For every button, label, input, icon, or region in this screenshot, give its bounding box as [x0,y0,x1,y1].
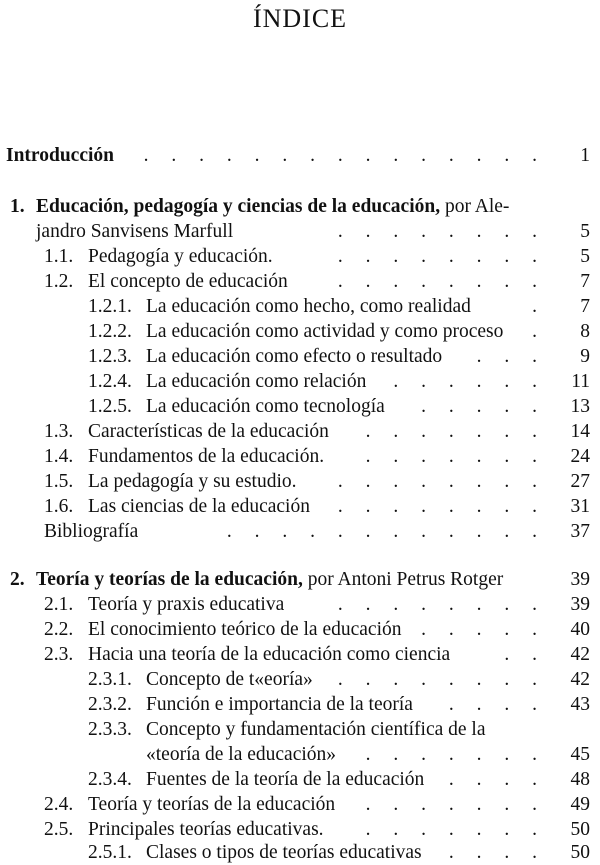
chapter-author: por Antoni Petrus Rotger [307,569,504,590]
entry-label: El conocimiento teórico de la educación [88,619,402,640]
entry-number: 1.2.3. [88,346,132,367]
chapter-title: Educación, pedagogía y ciencias de la educación, [36,196,441,217]
toc-entry-1-2-5[interactable] [6,394,590,419]
page-number: 42 [570,669,590,690]
toc-entry-2-3-3-cont[interactable] [6,742,590,767]
dot-leader: . . . . . [421,396,546,417]
entry-number: 1.1. [44,246,74,267]
entry-number: 1.2.5. [88,396,132,417]
dot-leader: . . . [476,346,546,367]
entry-label: Las ciencias de la educación [88,496,310,517]
toc-chapter-1-cont[interactable] [6,219,590,244]
page-number: 37 [570,521,590,542]
page-number: 5 [580,246,590,267]
toc-entry-1-3[interactable] [6,419,590,444]
page-number: 8 [580,321,590,342]
entry-label: El concepto de educación [88,271,288,292]
toc-entry-2-1[interactable] [6,592,590,617]
dot-leader: . . . . . . . [365,794,546,815]
page-number: 39 [570,569,590,590]
entry-number: 2.3.1. [88,669,132,690]
dot-leader: . . . . . . . . [337,594,546,615]
dot-leader: . . . . . . . . [337,669,546,690]
dot-leader: . . . . . . . . . . . . [226,521,546,542]
toc-entry-1-2-3[interactable] [6,344,590,369]
dot-leader: . . . . . . . [365,421,546,442]
entry-label: La educación como hecho, como realidad [146,296,471,317]
entry-label: Teoría y teorías de la educación [88,794,336,815]
page-number: 43 [570,694,590,715]
entry-label: Fuentes de la teoría de la educación [146,769,425,790]
dot-leader: . . . . . . . . . . . . . . . [143,145,546,166]
entry-label: Concepto y fundamentación científica de la [146,719,486,740]
page-number: 5 [580,221,590,242]
toc-entry-1-2[interactable] [6,269,590,294]
page-number: 42 [570,644,590,665]
entry-label: Concepto de t«eoría» [146,669,313,690]
chapter-number: 1. [10,196,25,217]
toc-entry-1-2-1[interactable] [6,294,590,319]
dot-leader: . . . . [448,769,546,790]
entry-label: La pedagogía y su estudio. [88,471,297,492]
entry-number: 1.4. [44,446,74,467]
entry-label: Pedagogía y educación. [88,246,273,267]
entry-label: Clases o tipos de teorías educativas [146,842,422,863]
dot-leader: . [532,296,546,317]
toc-entry-2-3-2[interactable] [6,692,590,717]
toc-entry-2-3-4[interactable] [6,767,590,792]
entry-number: 2.3.4. [88,769,132,790]
page-number: 50 [570,842,590,863]
page-number: 9 [580,346,590,367]
entry-number: 1.2.4. [88,371,132,392]
entry-label: Principales teorías educativas. [88,819,324,840]
toc-entry-1-4[interactable] [6,444,590,469]
entry-number: 2.5. [44,819,74,840]
entry-number: 1.5. [44,471,74,492]
dot-leader: . . [504,644,546,665]
dot-leader: . . . . . . . . [337,246,546,267]
page-number: 27 [570,471,590,492]
dot-leader: . . . . . [421,619,546,640]
entry-label: Función e importancia de la teoría [146,694,413,715]
entry-number: 2.3.2. [88,694,132,715]
chapter-number: 2. [10,569,25,590]
toc-entry-2-3-3[interactable] [6,717,590,742]
toc-entry-label: Introducción [6,145,114,166]
page-number: 1 [580,145,590,166]
entry-label: Fundamentos de la educación. [88,446,325,467]
dot-leader: . [532,321,546,342]
toc-entry-2-2[interactable] [6,617,590,642]
toc-entry-1-2-4[interactable] [6,369,590,394]
page-number: 48 [570,769,590,790]
toc-entry-1-1[interactable] [6,244,590,269]
dot-leader: . . . . . . . . [337,271,546,292]
dot-leader: . . . . . . . [365,744,546,765]
toc-entry-2-3[interactable] [6,642,590,667]
page-number: 31 [570,496,590,517]
toc-chapter-1[interactable] [6,194,590,219]
toc-entry-2-5-1[interactable] [6,840,590,865]
entry-label: La educación como tecnología [146,396,385,417]
toc-entry-2-5[interactable] [6,817,590,842]
entry-label: La educación como relación [146,371,367,392]
dot-leader: . . . . [448,694,546,715]
dot-leader: . . . . . . . . [337,496,546,517]
page-number: 40 [570,619,590,640]
entry-number: 2.3. [44,644,74,665]
entry-number: 2.3.3. [88,719,132,740]
chapter-author-cont: jandro Sanvisens Marfull [36,221,234,242]
dot-leader: . . . . . . . [365,446,546,467]
toc-chapter-2[interactable] [6,567,590,592]
entry-label: Características de la educación [88,421,329,442]
page-number: 14 [570,421,590,442]
page-number: 24 [570,446,590,467]
toc-entry-1-6[interactable] [6,494,590,519]
toc-entry-introduccion[interactable] [6,143,590,168]
page-number: 49 [570,794,590,815]
page-number: 11 [571,371,590,392]
entry-label: Teoría y praxis educativa [88,594,285,615]
toc-entry-1-5[interactable] [6,469,590,494]
page-number: 7 [580,271,590,292]
page-number: 13 [570,396,590,417]
entry-number: 1.2.1. [88,296,132,317]
chapter-author: por Ale- [444,196,510,217]
page-number: 50 [570,819,590,840]
chapter-title: Teoría y teorías de la educación, [36,569,303,590]
page-number: 7 [580,296,590,317]
entry-number: 1.6. [44,496,74,517]
entry-label: Hacia una teoría de la educación como ciencia [88,644,451,665]
entry-number: 2.5.1. [88,842,132,863]
toc-entry-bibliografia-1[interactable] [6,519,590,544]
entry-number: 2.4. [44,794,74,815]
page-title: ÍNDICE [252,4,348,33]
entry-label: La educación como efecto o resultado [146,346,443,367]
dot-leader: . . . . . . . [365,819,546,840]
dot-leader: . . . . [448,842,546,863]
toc-entry-1-2-2[interactable] [6,319,590,344]
dot-leader: . . . . . . [393,371,546,392]
toc-entry-2-4[interactable] [6,792,590,817]
entry-number: 1.2. [44,271,74,292]
entry-number: 2.1. [44,594,74,615]
toc-entry-2-3-1[interactable] [6,667,590,692]
page-number: 45 [570,744,590,765]
entry-label-cont: «teoría de la educación» [146,744,337,765]
entry-label: La educación como actividad y como proceso [146,321,504,342]
entry-number: 2.2. [44,619,74,640]
dot-leader: . . . . . . . . [337,221,546,242]
entry-label: Bibliografía [44,521,139,542]
entry-number: 1.3. [44,421,74,442]
entry-number: 1.2.2. [88,321,132,342]
dot-leader: . . . . . . . . [337,471,546,492]
page-number: 39 [570,594,590,615]
